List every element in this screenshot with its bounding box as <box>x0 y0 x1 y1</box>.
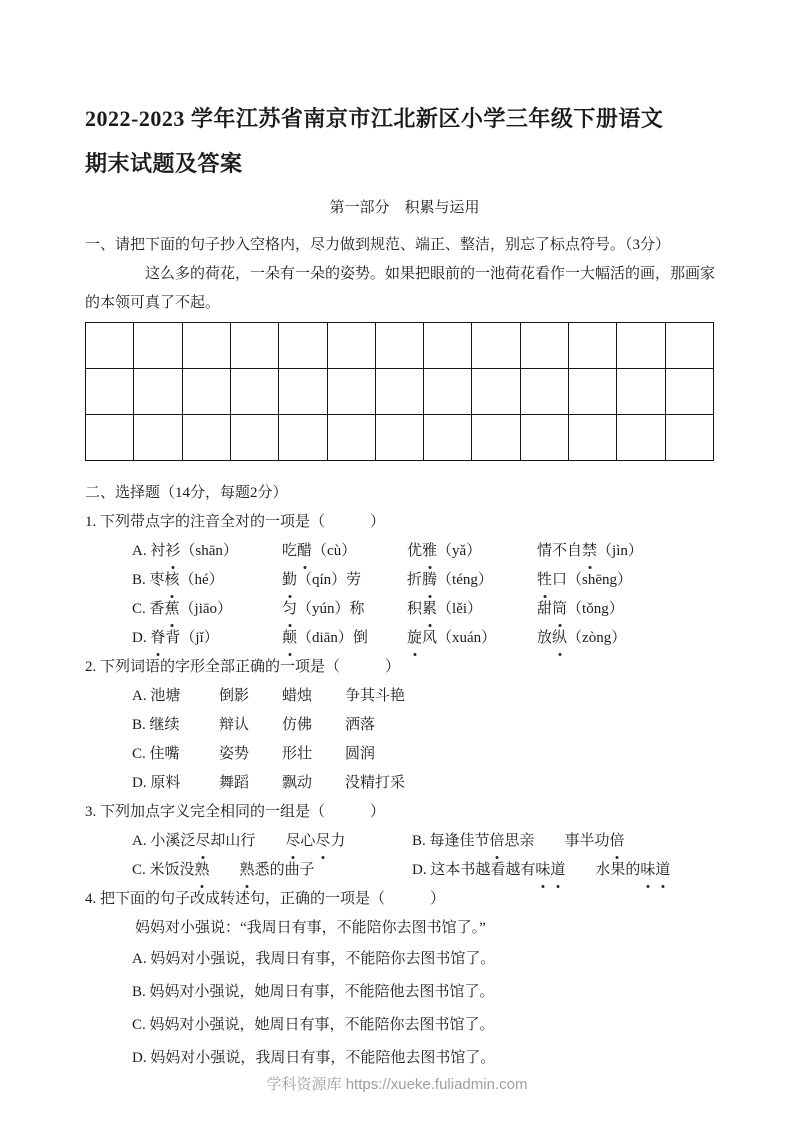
grid-cell <box>569 323 617 369</box>
option-cell: B. 妈妈对小强说，她周日有事，不能陪他去图书馆了。 <box>132 984 495 1000</box>
option-cell: A. 妈妈对小强说，我周日有事，不能陪你去图书馆了。 <box>132 951 496 967</box>
question4-quote: 妈妈对小强说：“我周日有事，不能陪你去图书馆了。” <box>135 920 486 936</box>
option-cell: 旋风（xuán） <box>407 624 537 653</box>
option-cell: A. 小溪泛尽却山行 尽心尽力 <box>132 827 412 856</box>
option-cell: A. 池塘 <box>132 688 181 704</box>
grid-cell <box>666 323 714 369</box>
grid-cell <box>376 369 424 415</box>
option-cell: 仿佛 <box>282 717 313 733</box>
page-title-line2: 期末试题及答案 <box>85 151 243 176</box>
option-cell: 圆润 <box>345 746 376 762</box>
option-cell: 优雅（yǎ） <box>407 537 537 566</box>
option-cell: 形壮 <box>282 746 313 762</box>
grid-cell <box>617 323 665 369</box>
option-row <box>85 595 724 624</box>
grid-cell <box>376 415 424 461</box>
grid-cell <box>231 323 279 369</box>
option-cell: 折腾（téng） <box>407 566 537 595</box>
option-cell: B. 枣核（hé） <box>132 566 282 595</box>
option-cell: 洒落 <box>345 717 376 733</box>
option-cell: 颠（diān）倒 <box>282 624 407 653</box>
grid-cell <box>328 415 376 461</box>
option-cell: 姿势 <box>219 746 250 762</box>
grid-cell <box>569 415 617 461</box>
grid-cell <box>279 415 327 461</box>
grid-cell <box>424 369 472 415</box>
grid-cell <box>521 369 569 415</box>
option-cell: 甜筒（tǒng） <box>537 595 724 624</box>
option-cell: D. 脊背（jǐ） <box>132 624 282 653</box>
option-row <box>85 827 724 856</box>
option-row <box>85 976 724 1009</box>
question-stem-1: 1. 下列带点字的注音全对的一项是（ ） <box>85 514 386 530</box>
option-cell: C. 香蕉（jiāo） <box>132 595 282 624</box>
option-row <box>85 943 724 976</box>
grid-cell <box>86 369 134 415</box>
grid-cell <box>279 323 327 369</box>
grid-cell <box>328 323 376 369</box>
option-cell: 放纵（zòng） <box>537 624 724 653</box>
grid-cell <box>376 323 424 369</box>
grid-cell <box>183 369 231 415</box>
option-cell: 没精打采 <box>345 775 406 791</box>
grid-cell <box>521 323 569 369</box>
copy-passage-line1: 这么多的荷花，一朵有一朵的姿势。如果把眼前的一池荷花看作一大幅活的画，那画家 <box>145 266 716 282</box>
writing-grid <box>85 322 714 461</box>
option-row <box>85 856 724 885</box>
option-cell: 倒影 <box>219 688 250 704</box>
grid-cell <box>472 369 520 415</box>
copy-passage-line2: 的本领可真了不起。 <box>85 295 221 311</box>
option-cell: 情不自禁（jìn） <box>537 537 724 566</box>
grid-cell <box>183 323 231 369</box>
grid-cell <box>617 415 665 461</box>
grid-cell <box>666 415 714 461</box>
option-cell: B. 继续 <box>132 717 180 733</box>
grid-cell <box>521 415 569 461</box>
option-row <box>85 711 724 740</box>
option-row <box>85 769 724 798</box>
question-stem-2: 2. 下列词语的字形全部正确的一项是（ ） <box>85 659 401 675</box>
option-cell: D. 妈妈对小强说，我周日有事，不能陪他去图书馆了。 <box>132 1050 496 1066</box>
option-cell: C. 住嘴 <box>132 746 180 762</box>
option-row <box>85 1042 724 1075</box>
footer-credit: 学科资源库 https://xueke.fuliadmin.com <box>266 1076 528 1093</box>
question1-prompt: 一、请把下面的句子抄入空格内，尽力做到规范、端正、整洁，别忘了标点符号。（3分） <box>85 237 671 253</box>
option-row <box>85 1009 724 1042</box>
grid-cell <box>134 369 182 415</box>
grid-cell <box>183 415 231 461</box>
option-cell: 吃醋（cù） <box>282 537 407 566</box>
option-cell: 争其斗艳 <box>345 688 406 704</box>
part2-heading: 二、选择题（14分，每题2分） <box>85 485 288 501</box>
option-cell: 飘动 <box>282 775 313 791</box>
option-cell: 勤（qín）劳 <box>282 566 407 595</box>
page-title-line1: 2022-2023 学年江苏省南京市江北新区小学三年级下册语文 <box>85 106 664 131</box>
option-cell: D. 原料 <box>132 775 181 791</box>
option-cell: 匀（yún）称 <box>282 595 407 624</box>
grid-cell <box>231 369 279 415</box>
grid-cell <box>328 369 376 415</box>
option-cell: A. 衬衫（shān） <box>132 537 282 566</box>
option-cell: C. 妈妈对小强说，她周日有事，不能陪你去图书馆了。 <box>132 1017 495 1033</box>
option-cell: 牲口（shēng） <box>537 566 724 595</box>
grid-cell <box>424 415 472 461</box>
grid-cell <box>472 323 520 369</box>
grid-cell <box>134 323 182 369</box>
grid-cell <box>424 323 472 369</box>
grid-cell <box>279 369 327 415</box>
part1-heading: 第一部分 积累与运用 <box>329 200 480 216</box>
option-row <box>85 566 724 595</box>
option-row <box>85 740 724 769</box>
option-cell: B. 每逢佳节倍思亲 事半功倍 <box>412 827 724 856</box>
option-row <box>85 624 724 653</box>
question-stem-3: 3. 下列加点字义完全相同的一组是（ ） <box>85 804 386 820</box>
grid-cell <box>231 415 279 461</box>
grid-cell <box>86 323 134 369</box>
grid-cell <box>666 369 714 415</box>
option-cell: C. 米饭没熟 熟悉的曲子 <box>132 856 412 885</box>
option-row <box>85 537 724 566</box>
page-title <box>85 96 724 186</box>
option-cell: D. 这本书越看越有味道 水果的味道 <box>412 856 724 885</box>
grid-cell <box>569 369 617 415</box>
question-stem-4: 4. 把下面的句子改成转述句，正确的一项是（ ） <box>85 891 446 907</box>
grid-cell <box>617 369 665 415</box>
grid-cell <box>472 415 520 461</box>
option-cell: 积累（lěi） <box>407 595 537 624</box>
option-cell: 辩认 <box>219 717 250 733</box>
option-cell: 舞蹈 <box>219 775 250 791</box>
option-cell: 蜡烛 <box>282 688 313 704</box>
grid-cell <box>134 415 182 461</box>
grid-cell <box>86 415 134 461</box>
option-row <box>85 682 724 711</box>
